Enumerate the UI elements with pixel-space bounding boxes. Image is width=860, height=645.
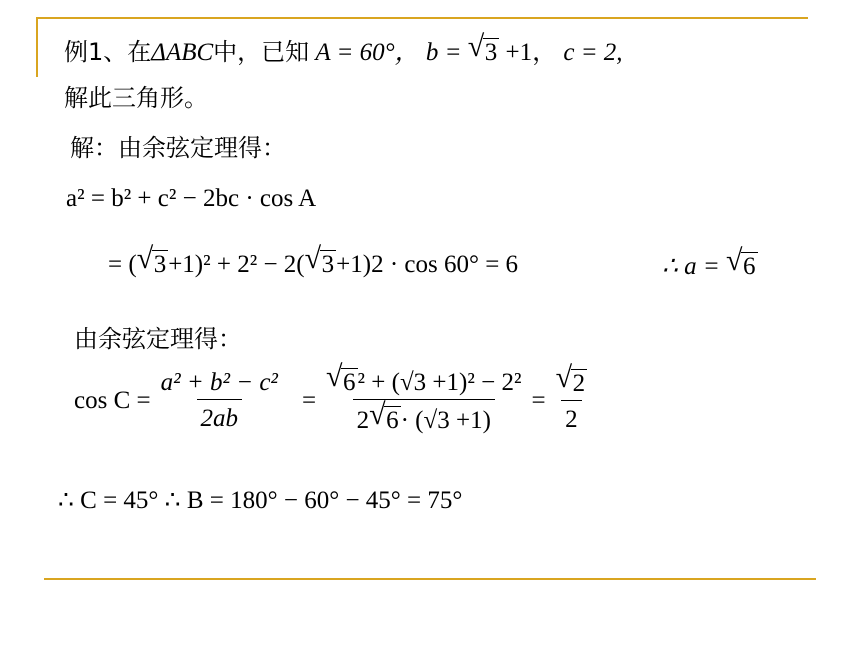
bottom-rule xyxy=(44,578,816,580)
law-of-cosines: a² = b² + c² − 2bc · cos A xyxy=(66,185,317,212)
second-intro: 由余弦定理得： xyxy=(74,325,242,353)
example-line2: 解此三角形。 xyxy=(64,84,208,112)
result-a: ∴ a = √ 6 xyxy=(662,244,756,280)
fraction-2: √ 6² + (√3 +1)² − 2² 2 √ 6· (√3 +1) xyxy=(326,360,522,434)
cosC-equation: cos C = $\frac{\text{a² + b² − c²}}{2ab}$ = √ 6² + (√3 +1)² − 2² 2 √ 6· (√3 +1) = √ 2 2 xyxy=(74,368,597,433)
example-statement: 例1、在ΔABC中，已知 A = 60°， b = √ 3 +1， c = 2, xyxy=(64,30,623,66)
fraction-1: $\frac{\text{a² + b² − c²}}{2ab}$ xyxy=(160,369,278,432)
top-rule xyxy=(36,17,808,19)
sqrt-3: √ 3 xyxy=(467,30,498,66)
fraction-3: √ 2 2 xyxy=(555,361,586,433)
final-result: ∴ C = 45° ∴ B = 180° − 60° − 45° = 75° xyxy=(58,487,463,514)
solution-intro: 解：由余弦定理得： xyxy=(70,134,286,162)
left-rule xyxy=(36,17,38,77)
computation-line: = ( √ 3+1)² + 2² − 2( √ 3+1)2 · cos 60° = 6 xyxy=(108,242,519,278)
